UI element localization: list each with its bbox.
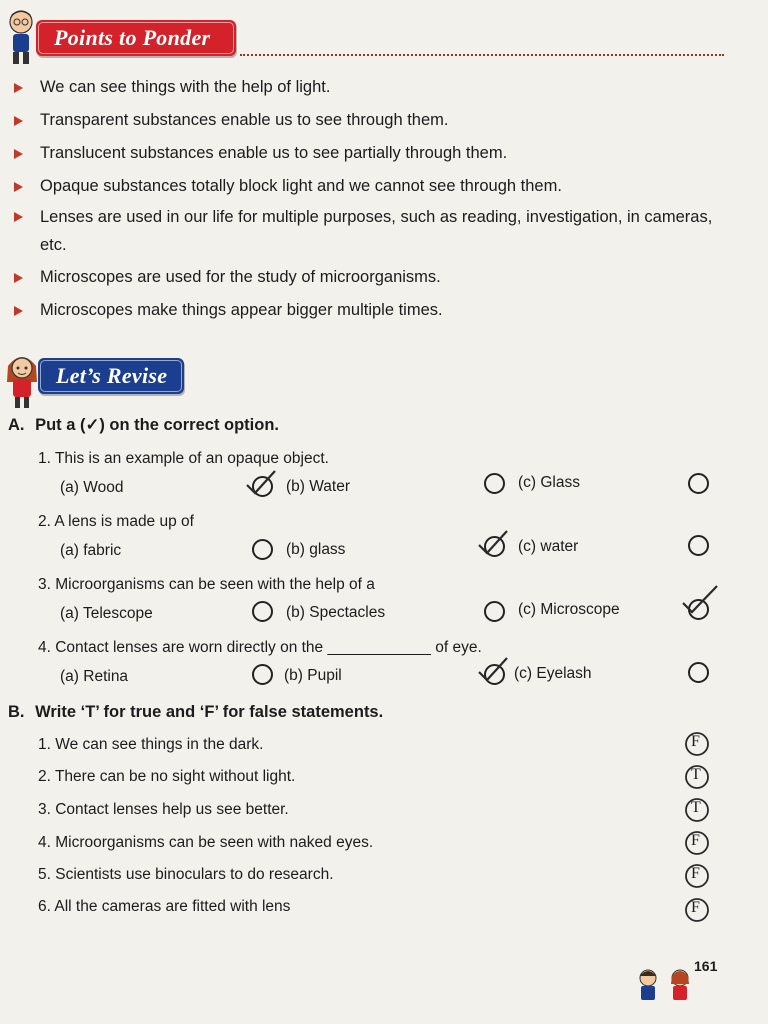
statement-4: 4. Microorganisms can be seen with naked eyes.	[38, 834, 374, 851]
answer-circle-4[interactable]	[684, 828, 708, 854]
kids-mascot-illustration	[632, 968, 702, 1007]
question-4: 4. Contact lenses are worn directly on the ____________ of eye.	[38, 639, 482, 656]
lets-revise-title: Let’s Revise	[56, 363, 168, 388]
answer-1: F	[691, 733, 700, 750]
section-a-letter: A.	[8, 416, 25, 434]
answer-circle-6[interactable]	[684, 895, 708, 921]
q4-option-c-circle[interactable]	[688, 662, 709, 683]
answer-5: F	[691, 865, 700, 882]
answer-circle-2[interactable]	[684, 762, 708, 788]
section-b-heading	[8, 703, 383, 722]
q1-option-a: (a) Wood	[60, 479, 124, 496]
handwritten-tick-icon	[476, 655, 510, 685]
q2-option-a-circle[interactable]	[252, 539, 273, 560]
statement-2: 2. There can be no sight without light.	[38, 768, 296, 785]
bullet-arrow-icon	[14, 182, 23, 192]
answer-circle-5[interactable]	[684, 861, 708, 887]
q1-option-b: (b) Water	[286, 478, 351, 495]
q3-option-a-circle[interactable]	[252, 601, 273, 622]
handwritten-tick-icon	[244, 468, 278, 498]
section-a-instruction: Put a (✓) on the correct option.	[35, 416, 280, 434]
bullet-arrow-icon	[14, 116, 23, 126]
section-b-letter: B.	[8, 703, 25, 721]
answer-circle-3[interactable]	[684, 795, 708, 821]
statement-6: 6. All the cameras are fitted with lens	[38, 898, 291, 915]
answer-2: T	[691, 766, 701, 783]
q3-option-b-circle[interactable]	[484, 601, 505, 622]
question-2: 2. A lens is made up of	[38, 513, 194, 530]
section-a-heading	[8, 415, 279, 435]
points-to-ponder-title: Points to Ponder	[54, 25, 211, 50]
bullet-arrow-icon	[14, 306, 23, 316]
q4-option-a-circle[interactable]	[252, 664, 273, 685]
answer-3: T	[691, 799, 701, 816]
section-divider	[240, 54, 724, 56]
q1-option-b-circle[interactable]	[484, 473, 505, 494]
answer-6: F	[691, 899, 700, 916]
question-3: 3. Microorganisms can be seen with the help of a	[38, 576, 375, 593]
q4-option-b: (b) Pupil	[284, 667, 342, 684]
answer-circle-1[interactable]	[684, 729, 708, 755]
lets-revise-banner	[38, 358, 184, 394]
bullet-arrow-icon	[14, 83, 23, 93]
q2-option-a: (a) fabric	[60, 542, 122, 559]
statement-5: 5. Scientists use binoculars to do research.	[38, 866, 334, 883]
q2-option-c-circle[interactable]	[688, 535, 709, 556]
bullet-arrow-icon	[14, 149, 23, 159]
statement-3: 3. Contact lenses help us see better.	[38, 801, 289, 818]
answer-4: F	[691, 832, 700, 849]
q2-option-b: (b) glass	[286, 541, 346, 558]
handwritten-tick-icon	[680, 583, 720, 617]
q4-option-c: (c) Eyelash	[514, 665, 592, 682]
q1-option-c-circle[interactable]	[688, 473, 709, 494]
handwritten-tick-icon	[476, 528, 510, 558]
page-number: 161	[694, 958, 718, 974]
bullet-arrow-icon	[14, 212, 23, 222]
q1-option-c: (c) Glass	[518, 474, 580, 491]
question-1: 1. This is an example of an opaque object.	[38, 450, 329, 467]
girl-mascot-illustration	[4, 352, 40, 415]
q3-option-b: (b) Spectacles	[286, 604, 386, 621]
q3-option-a: (a) Telescope	[60, 605, 153, 622]
bullet-arrow-icon	[14, 273, 23, 283]
q3-option-c: (c) Microscope	[518, 601, 620, 618]
statement-1: 1. We can see things in the dark.	[38, 736, 264, 753]
section-b-instruction: Write ‘T’ for true and ‘F’ for false statements.	[35, 703, 384, 721]
q2-option-c: (c) water	[518, 538, 579, 555]
points-to-ponder-banner	[36, 20, 236, 56]
boy-mascot-illustration	[4, 8, 38, 73]
q4-option-a: (a) Retina	[60, 668, 129, 685]
